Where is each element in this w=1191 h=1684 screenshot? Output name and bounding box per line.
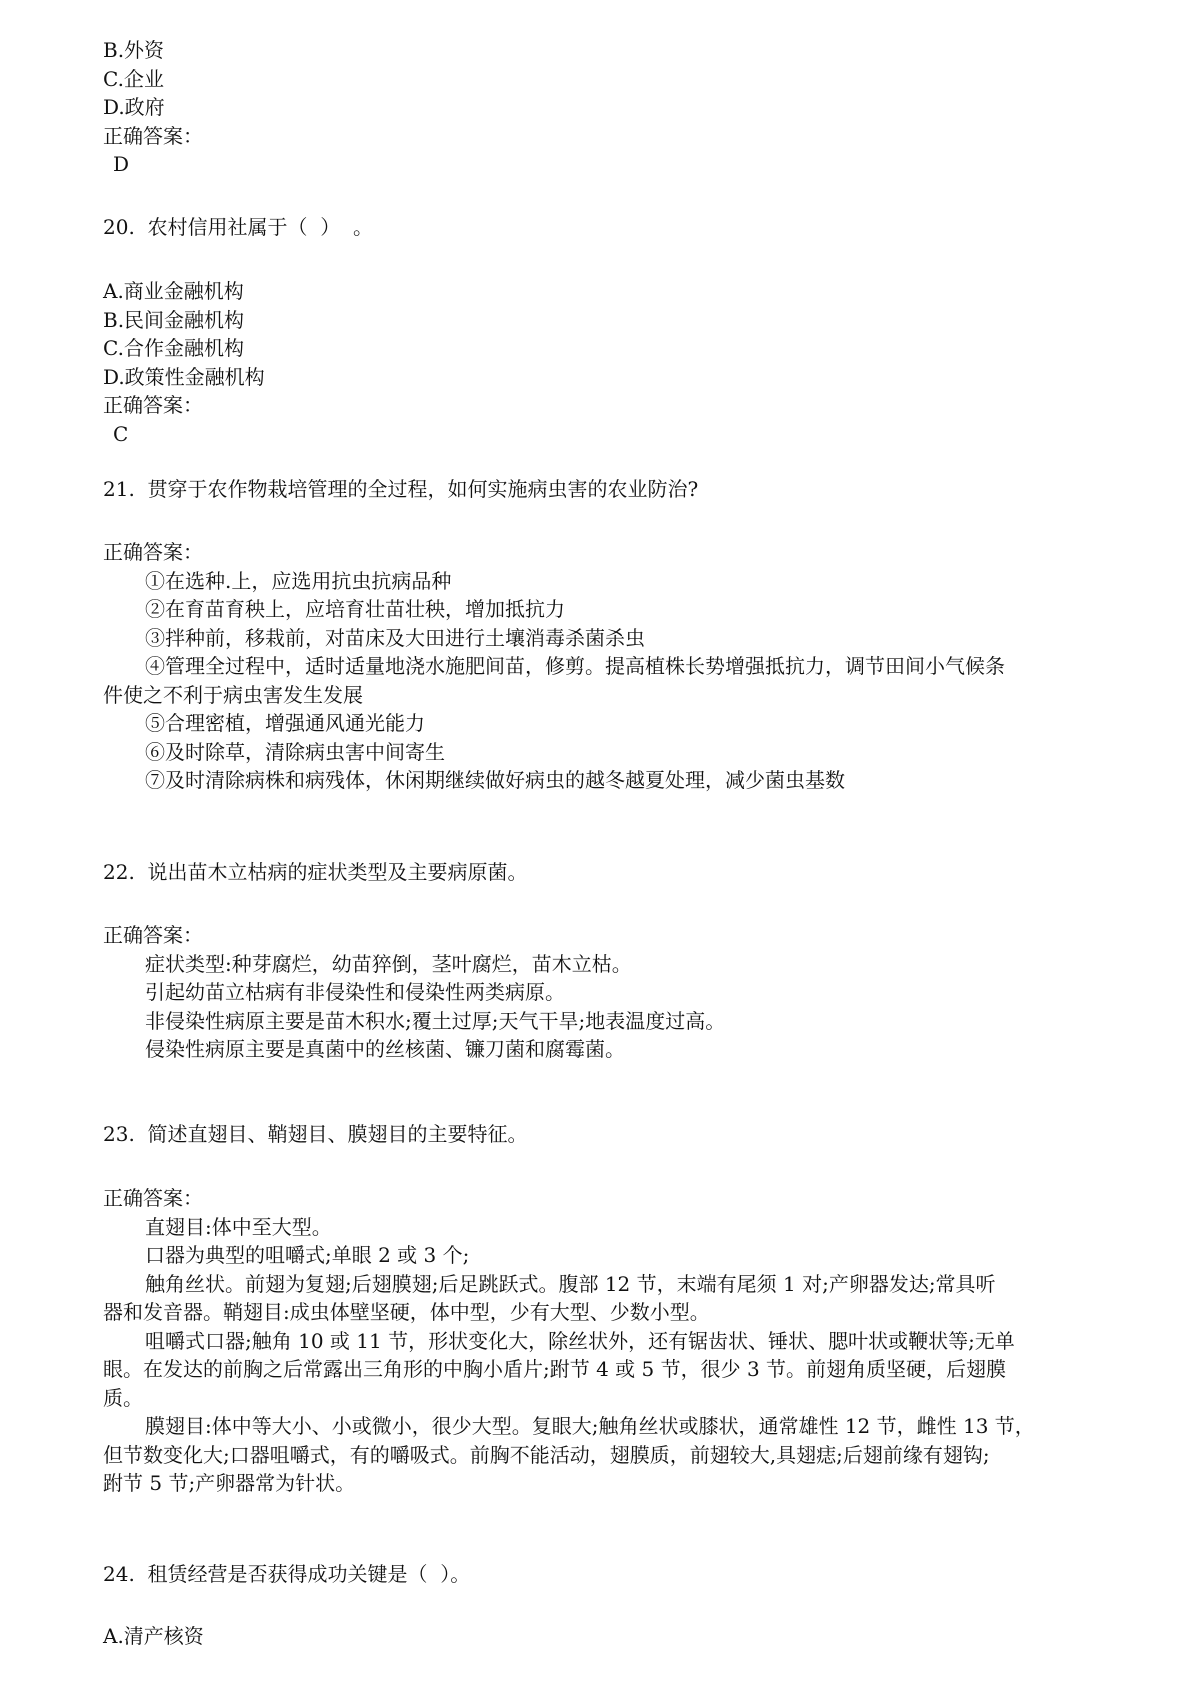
answer-line: 直翅目:体中至大型。 (145, 1214, 332, 1239)
answer-line: 侵染性病原主要是真菌中的丝核菌、镰刀菌和腐霉菌。 (145, 1037, 625, 1061)
answer-line: 眼。在发达的前胸之后常露出三角形的中胸小盾片;跗节 4 或 5 节，很少 3 节。前翅角质坚硬，后翅膜 (103, 1357, 1007, 1381)
answer-line: 但节数变化大;口器咀嚼式，有的嚼吸式。前胸不能活动，翅膜质，前翅较大,具翅痣;后翅前缘有翅钩; (103, 1442, 990, 1467)
answer-line: 器和发音器。鞘翅目:成虫体壁坚硬，体中型，少有大型、少数小型。 (103, 1300, 710, 1324)
answer-label: 正确答案： (103, 923, 203, 947)
question-23 (103, 1120, 1103, 1149)
option-a: A.商业金融机构 (103, 279, 244, 303)
answer-line: 口器为典型的咀嚼式;单眼 2 或 3 个; (145, 1243, 470, 1267)
answer-line: 引起幼苗立枯病有非侵染性和侵染性两类病原。 (145, 980, 565, 1004)
answer-line: 件使之不利于病虫害发生发展 (103, 682, 363, 707)
answer-line: 膜翅目:体中等大小、小或微小，很少大型。复眼大;触角丝状或膝状，通常雄性 12 节，雌性 13 节， (145, 1414, 1035, 1438)
answer-label: 正确答案： (103, 393, 203, 417)
question-19-tail (103, 36, 1103, 179)
question-24-options (103, 1622, 1103, 1651)
answer-value: D (113, 152, 130, 176)
answer-line: 触角丝状。前翅为复翅;后翅膜翅;后足跳跃式。腹部 12 节，末端有尾须 1 对;产卵器发达;常具听 (145, 1271, 996, 1296)
option-b: B.外资 (103, 38, 165, 62)
answer-label: 正确答案： (103, 540, 203, 564)
answer-label: 正确答案： (103, 1186, 203, 1210)
question-22-answer (103, 921, 1103, 1064)
option-c: C.合作金融机构 (103, 336, 244, 360)
option-a: A.清产核资 (103, 1624, 204, 1648)
answer-line: 症状类型:种芽腐烂，幼苗猝倒，茎叶腐烂，苗木立枯。 (145, 951, 632, 976)
answer-line: 跗节 5 节;产卵器常为针状。 (103, 1471, 356, 1495)
answer-line: 非侵染性病原主要是苗木积水;覆土过厚;天气干旱;地表温度过高。 (145, 1008, 726, 1033)
question-20-options (103, 277, 1103, 448)
answer-line: ⑦及时清除病株和病残体，休闲期继续做好病虫的越冬越夏处理，减少菌虫基数 (145, 768, 845, 792)
question-21 (103, 475, 1103, 504)
question-text: 20. 农村信用社属于（ ） 。 (103, 215, 373, 239)
option-c: C.企业 (103, 66, 164, 91)
question-24 (103, 1560, 1103, 1589)
answer-line: ⑥及时除草，清除病虫害中间寄生 (145, 739, 445, 764)
answer-line: 咀嚼式口器;触角 10 或 11 节，形状变化大，除丝状外，还有锯齿状、锤状、腮叶状或鞭状等;无单 (145, 1328, 1015, 1353)
answer-line: ⑤合理密植，增强通风通光能力 (145, 711, 425, 735)
question-text: 21. 贯穿于农作物栽培管理的全过程，如何实施病虫害的农业防治? (103, 477, 699, 501)
answer-line: ①在选种.上，应选用抗虫抗病品种 (145, 568, 452, 593)
option-d: D.政府 (103, 95, 165, 119)
question-text: 23. 简述直翅目、鞘翅目、膜翅目的主要特征。 (103, 1122, 528, 1146)
question-22 (103, 858, 1103, 887)
option-b: B.民间金融机构 (103, 307, 245, 332)
answer-label: 正确答案： (103, 123, 203, 148)
answer-line: ②在育苗育秧上，应培育壮苗壮秧，增加抵抗力 (145, 597, 565, 621)
question-21-answer (103, 538, 1103, 795)
question-text: 22. 说出苗木立枯病的症状类型及主要病原菌。 (103, 860, 528, 884)
question-text: 24. 租赁经营是否获得成功关键是（ ）。 (103, 1562, 471, 1586)
answer-value: C (113, 421, 129, 446)
option-d: D.政策性金融机构 (103, 364, 265, 389)
question-23-answer (103, 1184, 1103, 1498)
answer-line: 质。 (103, 1385, 143, 1410)
answer-line: ④管理全过程中，适时适量地浇水施肥间苗，修剪。提高植株长势增强抵抗力，调节田间小气候条 (145, 654, 1005, 678)
question-20 (103, 213, 1103, 242)
answer-line: ③拌种前，移栽前，对苗床及大田进行土壤消毒杀菌杀虫 (145, 625, 645, 650)
